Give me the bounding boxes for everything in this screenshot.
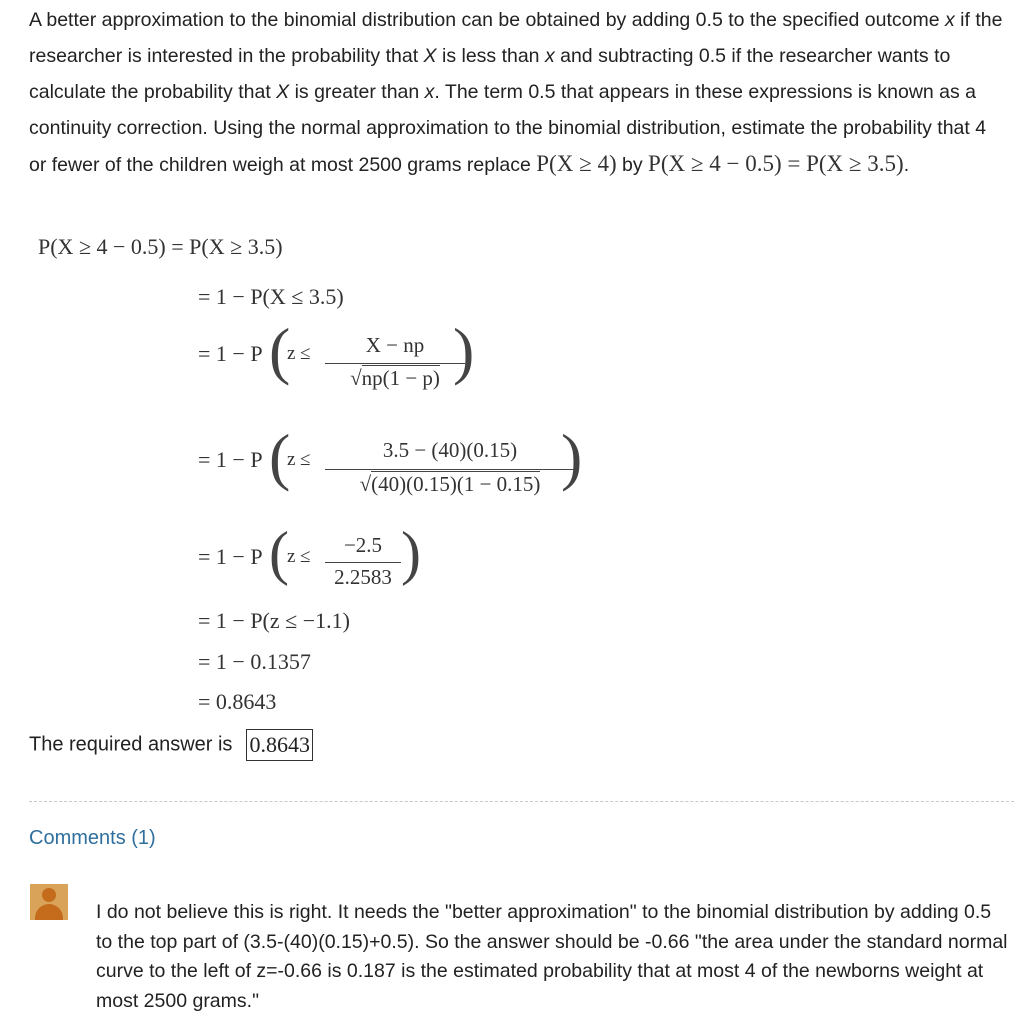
math-step-3-prefix: = 1 − P [198, 341, 263, 366]
math-step-4-prefix: = 1 − P [198, 447, 263, 472]
fraction-denominator: √(40)(0.15)(1 − 0.15) [359, 472, 541, 496]
math-step-1: P(X ≥ 4 − 0.5) = P(X ≥ 3.5) [38, 234, 283, 259]
math-step-8: = 0.8643 [198, 689, 277, 714]
left-paren: ( [269, 421, 291, 492]
right-paren: ) [561, 421, 583, 492]
left-paren: ( [269, 520, 289, 586]
z-le-label: z ≤ [287, 449, 311, 470]
intro-paragraph: A better approximation to the binomial distribution can be obtained by adding 0.5 to the specified outcome x if the researcher is interested in the probability that X is less than x and subtracting 0.5 if the researcher wants to calculate the probability that X is greater than x. The term 0.5 that appears in these expressions is known as a continuity correction. Using the normal approximation to the binomial distribution, estimate the probability that 4 or fewer of the children weigh at most 2500 grams replace P(X ≥ 4) by P(X ≥ 4 − 0.5) = P(X ≥ 3.5). [29, 9, 1003, 176]
math-step-7: = 1 − 0.1357 [198, 649, 311, 674]
math-step-2: = 1 − P(X ≤ 3.5) [198, 284, 344, 309]
z-le-label: z ≤ [287, 343, 311, 364]
inline-math-1: P(X ≥ 4) [536, 151, 617, 176]
fraction-denominator: 2.2583 [334, 565, 392, 589]
right-paren: ) [401, 520, 421, 586]
user-avatar-icon[interactable] [30, 884, 68, 920]
left-paren: ( [269, 315, 291, 386]
fraction-denominator: √np(1 − p) [350, 366, 440, 390]
inline-math-2: P(X ≥ 4 − 0.5) = P(X ≥ 3.5) [648, 151, 904, 176]
answer-value-box: 0.8643 [246, 729, 313, 761]
math-step-5-prefix: = 1 − P [198, 544, 263, 569]
fraction-numerator: −2.5 [343, 533, 383, 557]
right-paren: ) [453, 315, 475, 386]
comments-link[interactable]: Comments (1) [29, 827, 156, 849]
fraction-bar [325, 469, 575, 470]
fraction-bar [325, 363, 465, 364]
math-step-6: = 1 − P(z ≤ −1.1) [198, 608, 350, 633]
fraction-numerator: X − np [365, 333, 425, 357]
section-divider [29, 801, 1014, 802]
fraction-numerator: 3.5 − (40)(0.15) [382, 438, 518, 462]
z-le-label: z ≤ [287, 546, 311, 567]
fraction-bar [325, 562, 401, 563]
answer-label: The required answer is [29, 733, 233, 756]
final-answer-line [29, 729, 313, 761]
comment-text: I do not believe this is right. It needs the "better approximation" to the binomial distribution by adding 0.5 to the top part of (3.5-(40)(0.15)+0.5). So the answer should be -0.66 "the area under the standard normal curve to the left of z=-0.66 is 0.187 is the estimated probability that at most 4 of the newborns weight at most 2500 grams." [96, 901, 1008, 1012]
